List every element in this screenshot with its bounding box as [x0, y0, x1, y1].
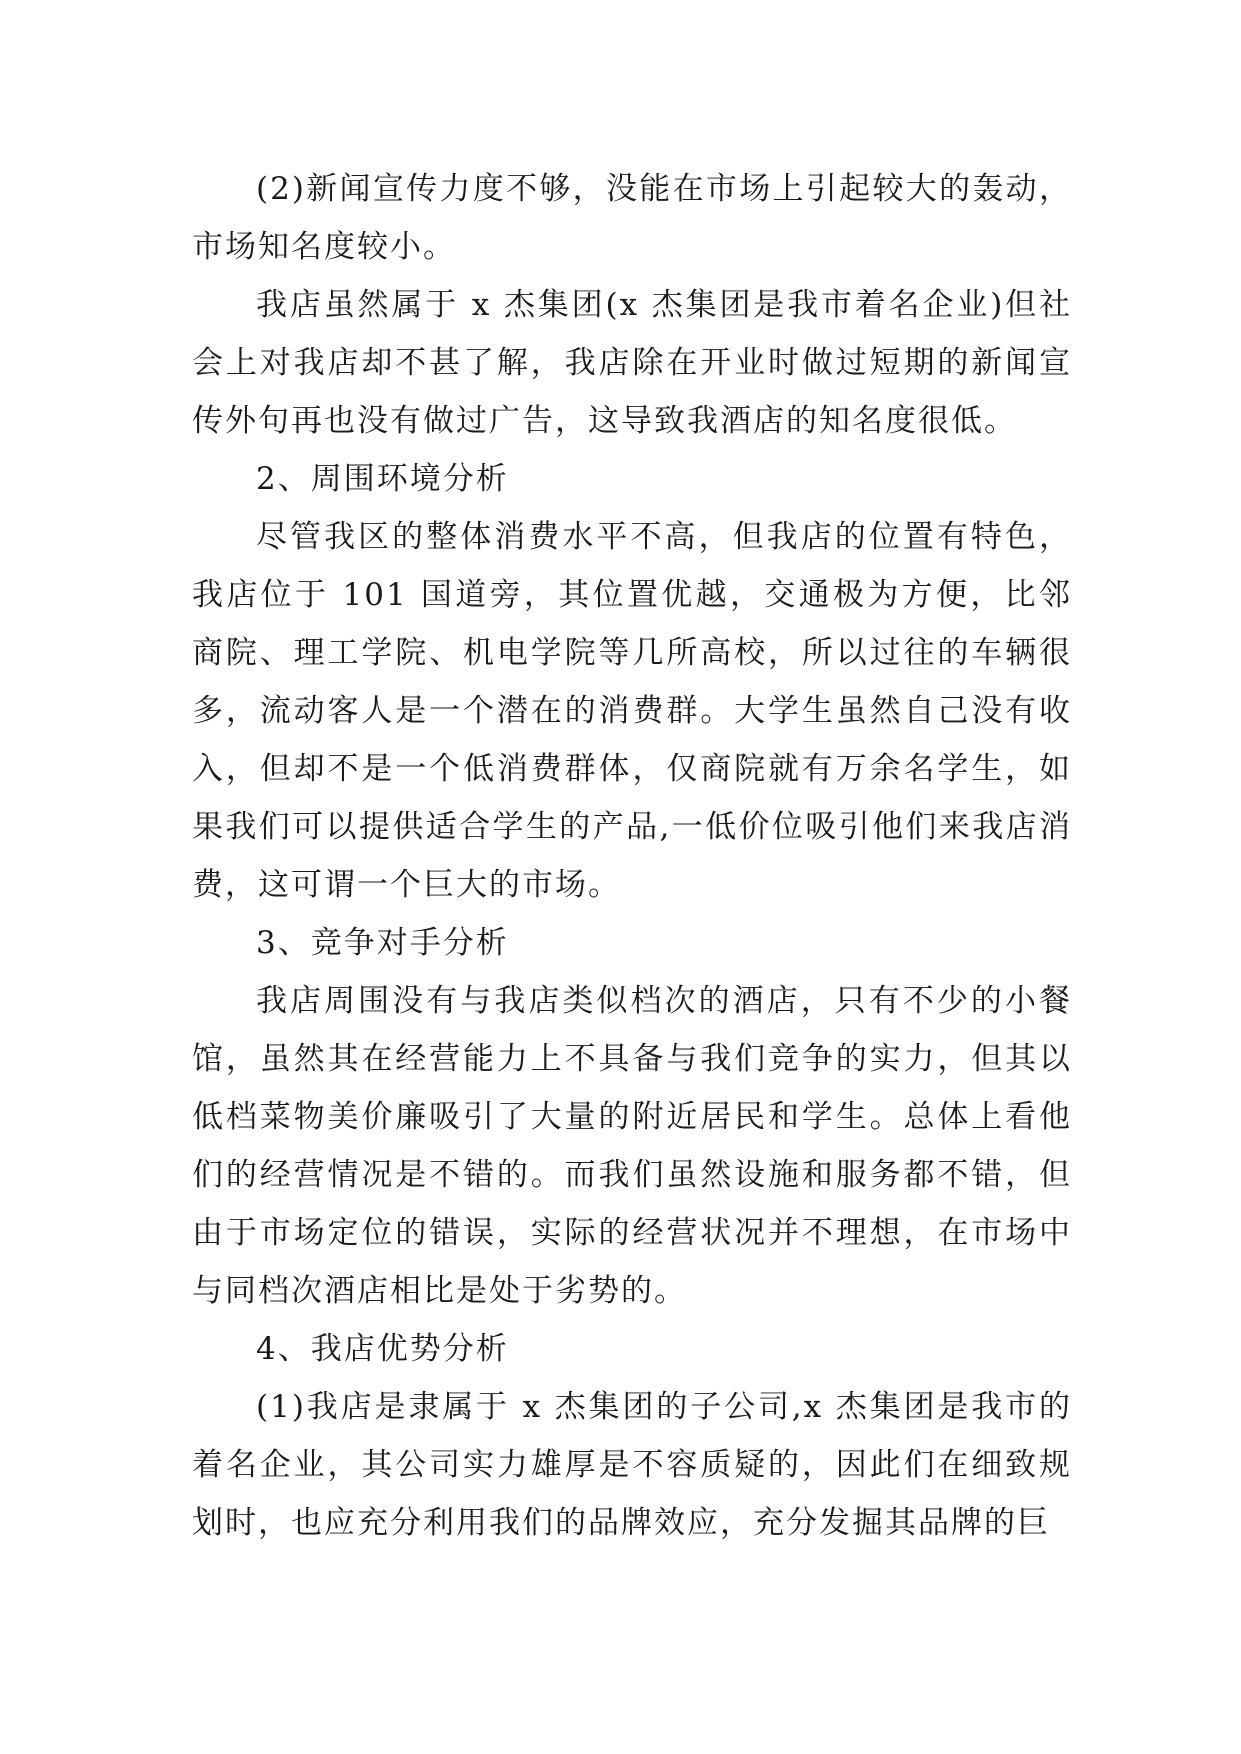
paragraph-group-brand: 我店虽然属于 x 杰集团(x 杰集团是我市着名企业)但社会上对我店却不甚了解，我店除在开业时做过短期的新闻宣传外句再也没有做过广告，这导致我酒店的知名度很低。 [192, 287, 1072, 439]
heading-advantage-analysis: 4、我店优势分析 [256, 1331, 509, 1367]
heading-competitor-analysis: 3、竞争对手分析 [256, 925, 509, 961]
paragraph-news-publicity: (2)新闻宣传力度不够，没能在市场上引起较大的轰动，市场知名度较小。 [192, 171, 1072, 265]
document-body [192, 160, 1072, 1552]
paragraph-competitors: 我店周围没有与我店类似档次的酒店，只有不少的小餐馆，虽然其在经营能力上不具备与我们竞争的实力，但其以低档菜物美价廉吸引了大量的附近居民和学生。总体上看他们的经营情况是不错的。而我们虽然设施和服务都不错，但由于市场定位的错误，实际的经营状况并不理想，在市场中与同档次酒店相比是处于劣势的。 [192, 983, 1072, 1309]
heading-surroundings-analysis: 2、周围环境分析 [256, 461, 509, 497]
paragraph-location: 尽管我区的整体消费水平不高，但我店的位置有特色，我店位于 101 国道旁，其位置优越，交通极为方便，比邻商院、理工学院、机电学院等几所高校，所以过往的车辆很多，流动客人是一个潜在的消费群。大学生虽然自己没有收入，但却不是一个低消费群体，仅商院就有万余名学生，如果我们可以提供适合学生的产品,一低价位吸引他们来我店消费，这可谓一个巨大的市场。 [192, 519, 1072, 903]
paragraph-advantage: (1)我店是隶属于 x 杰集团的子公司,x 杰集团是我市的着名企业，其公司实力雄厚是不容质疑的，因此们在细致规划时，也应充分利用我们的品牌效应，充分发掘其品牌的巨 [192, 1389, 1072, 1541]
